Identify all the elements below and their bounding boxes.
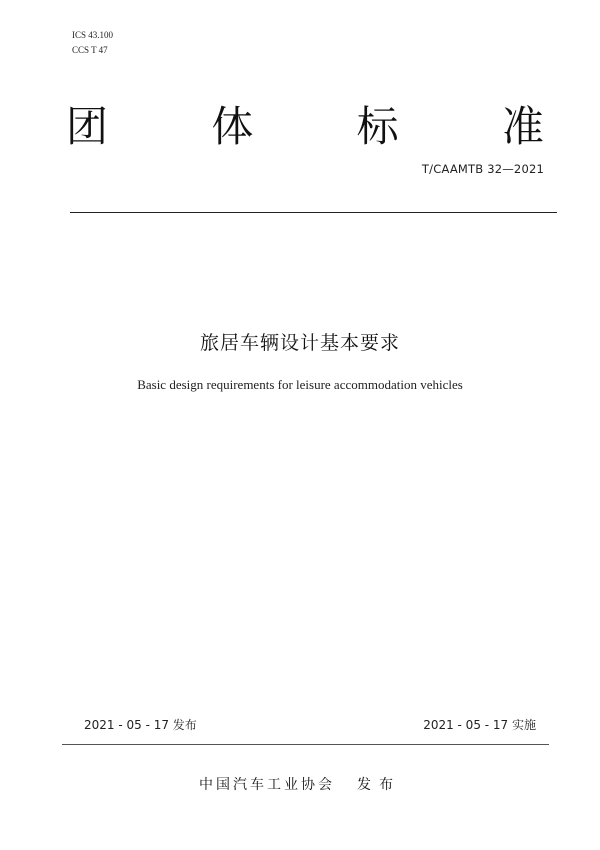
standard-number: T/CAAMTB 32—2021 [421,162,544,176]
classification-codes [72,28,113,58]
publisher-verb: 发布 [357,777,401,793]
document-type-heading [66,102,544,152]
doc-type-char: 体 [211,102,254,151]
ccs-code: CCS T 47 [72,45,108,55]
doc-type-char: 团 [66,102,109,151]
doc-type-char: 准 [501,102,544,151]
ics-code: ICS 43.100 [72,30,114,40]
publisher-name: 中国汽车工业协会 [199,777,335,793]
doc-type-char: 标 [356,102,399,151]
footer-divider [62,744,549,745]
header-divider [70,212,557,213]
implementation-date: 2021 - 05 - 17 实施 [423,718,536,732]
issue-date: 2021 - 05 - 17 发布 [84,718,197,732]
publisher-line [0,774,600,794]
document-title-english: Basic design requirements for leisure accommodation vehicles [137,377,463,392]
document-title-chinese: 旅居车辆设计基本要求 [199,332,400,354]
